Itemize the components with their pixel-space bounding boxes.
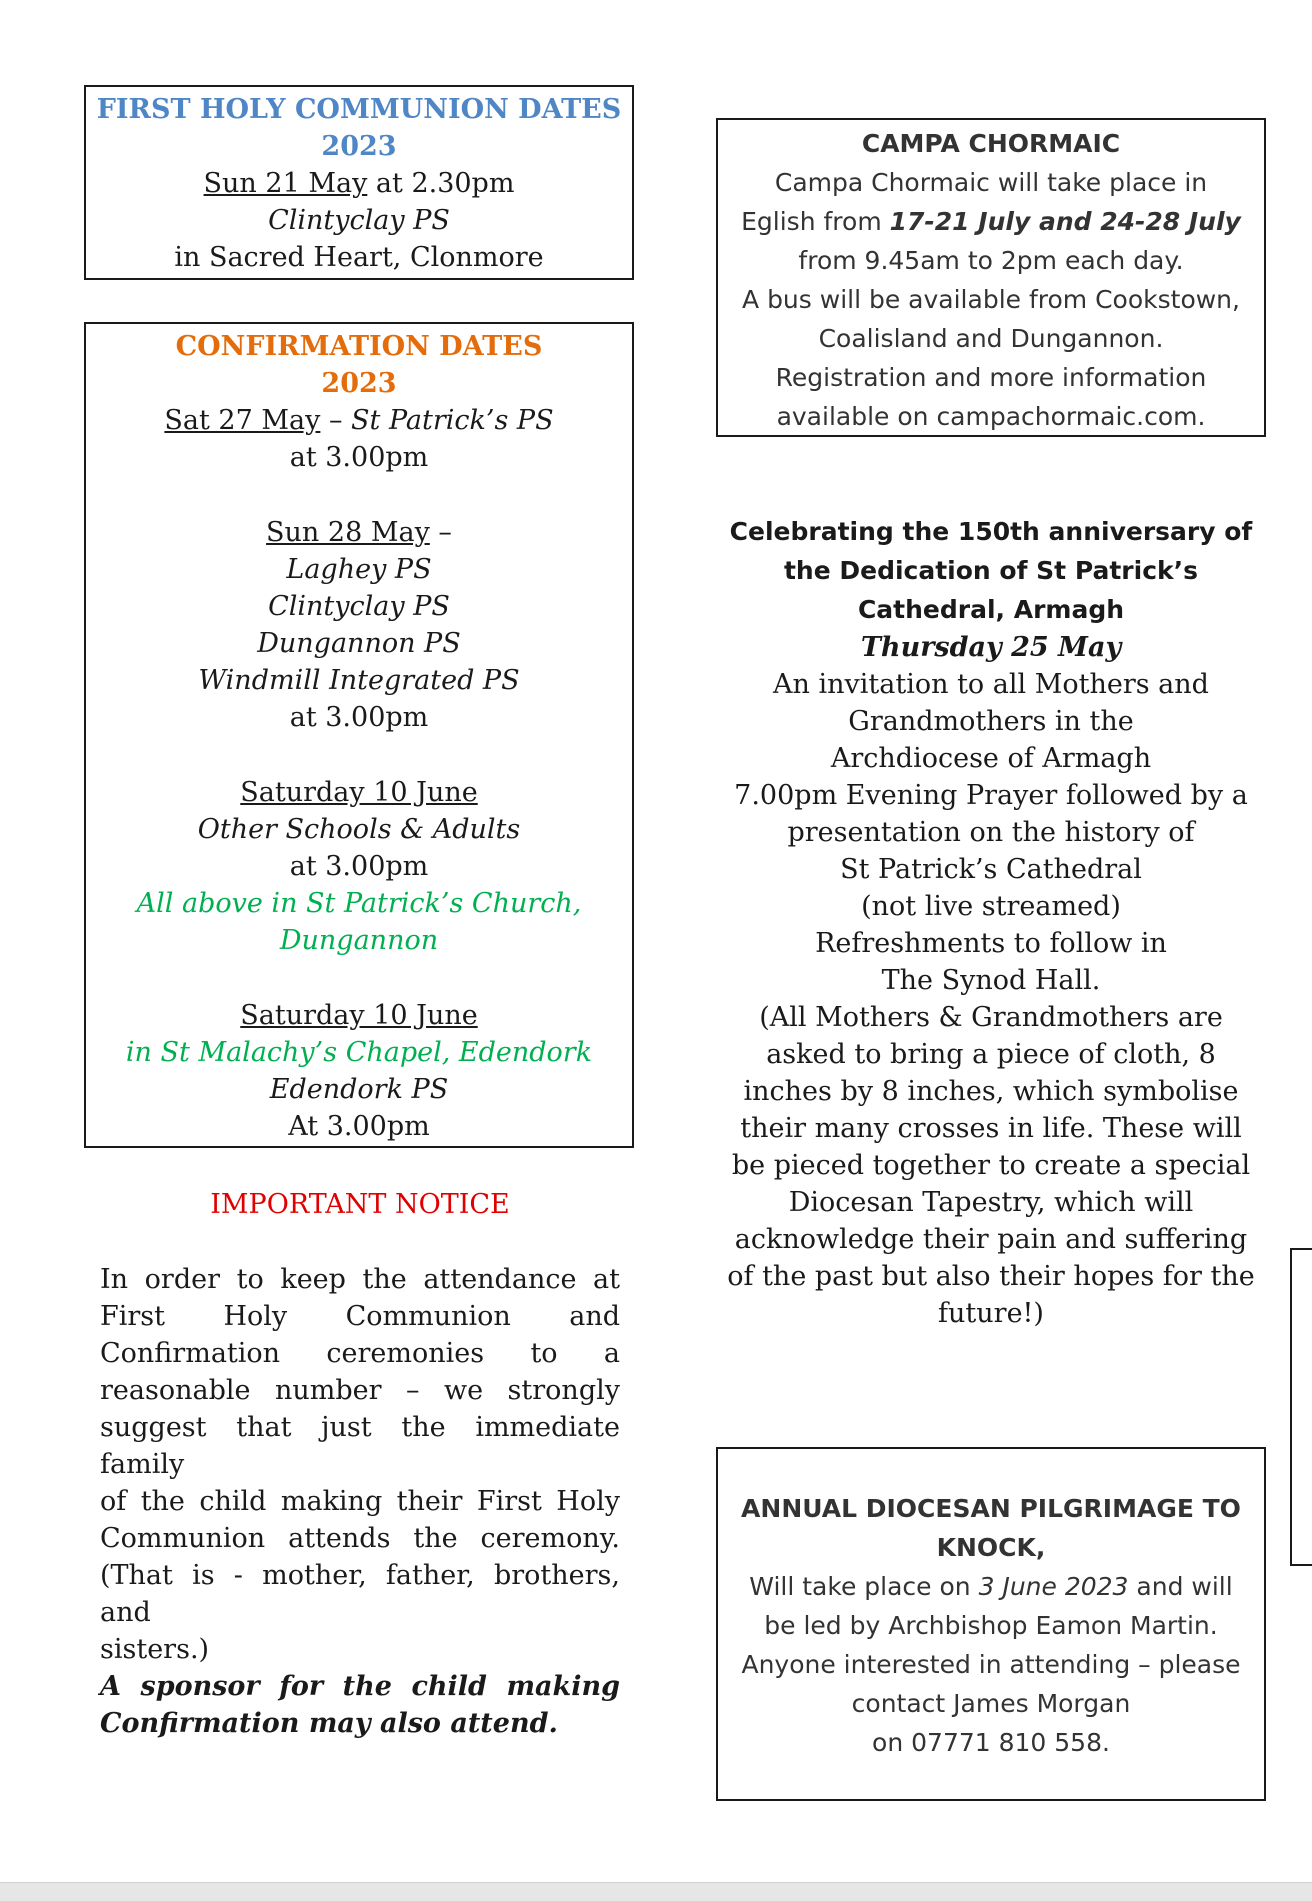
knock-line: contact James Morgan — [851, 1689, 1131, 1718]
anniversary-line: of the past but also their hopes for the — [727, 1261, 1255, 1292]
communion-title: FIRST HOLY COMMUNION DATES — [96, 94, 622, 125]
spacer — [100, 1223, 620, 1261]
confirmation-block4-venue: in St Malachy’s Chapel, Edendork — [125, 1037, 593, 1068]
confirmation-block3-venue: Dungannon — [279, 925, 439, 956]
confirmation-block1-time: at 3.00pm — [289, 442, 429, 473]
confirmation-block3-school: Other Schools & Adults — [197, 814, 521, 845]
campa-line: Coalisland and Dungannon. — [818, 324, 1164, 353]
notice-line: Communion attends the ceremony. — [100, 1523, 620, 1554]
confirmation-box — [84, 322, 634, 1148]
confirmation-block4-time: At 3.00pm — [288, 1111, 430, 1142]
knock-line: be led by Archbishop Eamon Martin. — [764, 1611, 1218, 1640]
knock-date: 3 June 2023 — [978, 1572, 1129, 1601]
knock-title: ANNUAL DIOCESAN PILGRIMAGE TO — [741, 1494, 1241, 1523]
notice-sponsor-line: A sponsor for the child making — [100, 1671, 620, 1702]
campa-line: A bus will be available from Cookstown, — [742, 285, 1240, 314]
anniversary-line: St Patrick’s Cathedral — [840, 854, 1142, 885]
bottom-bar — [0, 1882, 1312, 1901]
confirmation-block2-time: at 3.00pm — [289, 702, 429, 733]
notice-body — [100, 1261, 620, 1742]
anniversary-line: An invitation to all Mothers and — [773, 669, 1209, 700]
anniversary-heading: Cathedral, Armagh — [857, 595, 1125, 624]
campa-title: CAMPA CHORMAIC — [861, 129, 1121, 158]
confirmation-block1-school: St Patrick’s PS — [351, 405, 554, 436]
campa-line: Campa Chormaic will take place in — [774, 168, 1208, 197]
confirmation-block3-time: at 3.00pm — [289, 851, 429, 882]
important-notice — [100, 1186, 620, 1742]
campa-line: Registration and more information — [775, 363, 1207, 392]
notice-line: suggest that just the immediate family — [100, 1412, 620, 1480]
anniversary-line: (not live streamed) — [861, 891, 1121, 922]
confirmation-block2-date: Sun 28 May — [266, 517, 430, 548]
anniversary-line: presentation on the history of — [787, 817, 1195, 848]
communion-year: 2023 — [321, 131, 397, 162]
confirmation-block1-sep: – — [320, 405, 352, 436]
notice-line: Confirmation ceremonies to a — [100, 1338, 620, 1369]
notice-line: reasonable number – we strongly — [100, 1375, 620, 1406]
notice-line: (That is - mother, father, brothers, and — [100, 1560, 620, 1628]
campa-line2-pre: Eglish from — [741, 207, 890, 236]
anniversary-line: inches by 8 inches, which symbolise — [743, 1076, 1239, 1107]
knock-line1-post: and will — [1128, 1572, 1233, 1601]
anniversary-line: (All Mothers & Grandmothers are — [759, 1002, 1223, 1033]
campa-box — [716, 118, 1266, 437]
knock-line — [718, 1567, 1264, 1606]
notice-line: First Holy Communion and — [100, 1301, 620, 1332]
notice-line: In order to keep the attendance at — [100, 1264, 620, 1295]
anniversary-heading: Celebrating the 150th anniversary of — [729, 517, 1253, 546]
confirmation-block2-school: Laghey PS — [286, 554, 432, 585]
notice-line: sisters.) — [100, 1634, 210, 1665]
confirmation-year: 2023 — [321, 368, 397, 399]
communion-time: at 2.30pm — [367, 168, 515, 199]
anniversary-line: Refreshments to follow in — [815, 928, 1167, 959]
confirmation-block2-line — [86, 514, 632, 551]
confirmation-block2-school: Windmill Integrated PS — [198, 665, 520, 696]
confirmation-block3-venue: All above in St Patrick’s Church, — [136, 888, 582, 919]
confirmation-block2-school: Dungannon PS — [257, 628, 461, 659]
spacer — [86, 959, 632, 997]
anniversary-line: asked to bring a piece of cloth, 8 — [766, 1039, 1216, 1070]
anniversary-date: Thursday 25 May — [860, 632, 1122, 663]
knock-line1-pre: Will take place on — [749, 1572, 979, 1601]
notice-sponsor-line: Confirmation may also attend. — [100, 1708, 558, 1739]
notice-title: IMPORTANT NOTICE — [210, 1189, 510, 1220]
confirmation-block2-sep: – — [429, 517, 452, 548]
anniversary-line: Archdiocese of Armagh — [830, 743, 1152, 774]
communion-date: Sun 21 May — [203, 168, 368, 199]
anniversary-heading: the Dedication of St Patrick’s — [783, 556, 1199, 585]
campa-dates: 17-21 July and 24-28 July — [889, 207, 1241, 236]
anniversary-line: 7.00pm Evening Prayer followed by a — [734, 780, 1248, 811]
knock-box — [716, 1447, 1266, 1801]
confirmation-block4-school: Edendork PS — [269, 1074, 449, 1105]
communion-date-line — [86, 165, 632, 202]
knock-line: Anyone interested in attending – please — [741, 1650, 1241, 1679]
confirmation-title: CONFIRMATION DATES — [175, 331, 543, 362]
confirmation-block3-date: Saturday 10 June — [240, 777, 478, 808]
anniversary-notice — [716, 512, 1266, 1332]
campa-line: available on campachormaic.com. — [776, 402, 1206, 431]
confirmation-block2-school: Clintyclay PS — [268, 591, 450, 622]
anniversary-line: future!) — [938, 1298, 1044, 1329]
anniversary-line: their many crosses in life. These will — [740, 1113, 1242, 1144]
communion-box — [84, 85, 634, 280]
confirmation-block4-date: Saturday 10 June — [240, 1000, 478, 1031]
communion-school: Clintyclay PS — [268, 205, 450, 236]
spacer — [86, 736, 632, 774]
anniversary-line: be pieced together to create a special — [731, 1150, 1251, 1181]
knock-line: on 07771 810 558. — [872, 1728, 1110, 1757]
campa-line: from 9.45am to 2pm each day. — [798, 246, 1184, 275]
anniversary-line: Grandmothers in the — [848, 706, 1134, 737]
spacer — [86, 476, 632, 514]
anniversary-line: Diocesan Tapestry, which will — [788, 1187, 1194, 1218]
cropped-box-edge — [1290, 1248, 1312, 1566]
anniversary-line: acknowledge their pain and suffering — [734, 1224, 1248, 1255]
confirmation-block1-date: Sat 27 May — [164, 405, 321, 436]
notice-line: of the child making their First Holy — [100, 1486, 620, 1517]
knock-title: KNOCK, — [936, 1533, 1046, 1562]
communion-venue: in Sacred Heart, Clonmore — [174, 242, 544, 273]
anniversary-line: The Synod Hall. — [881, 965, 1101, 996]
campa-line — [718, 202, 1264, 241]
confirmation-block1-line — [86, 402, 632, 439]
